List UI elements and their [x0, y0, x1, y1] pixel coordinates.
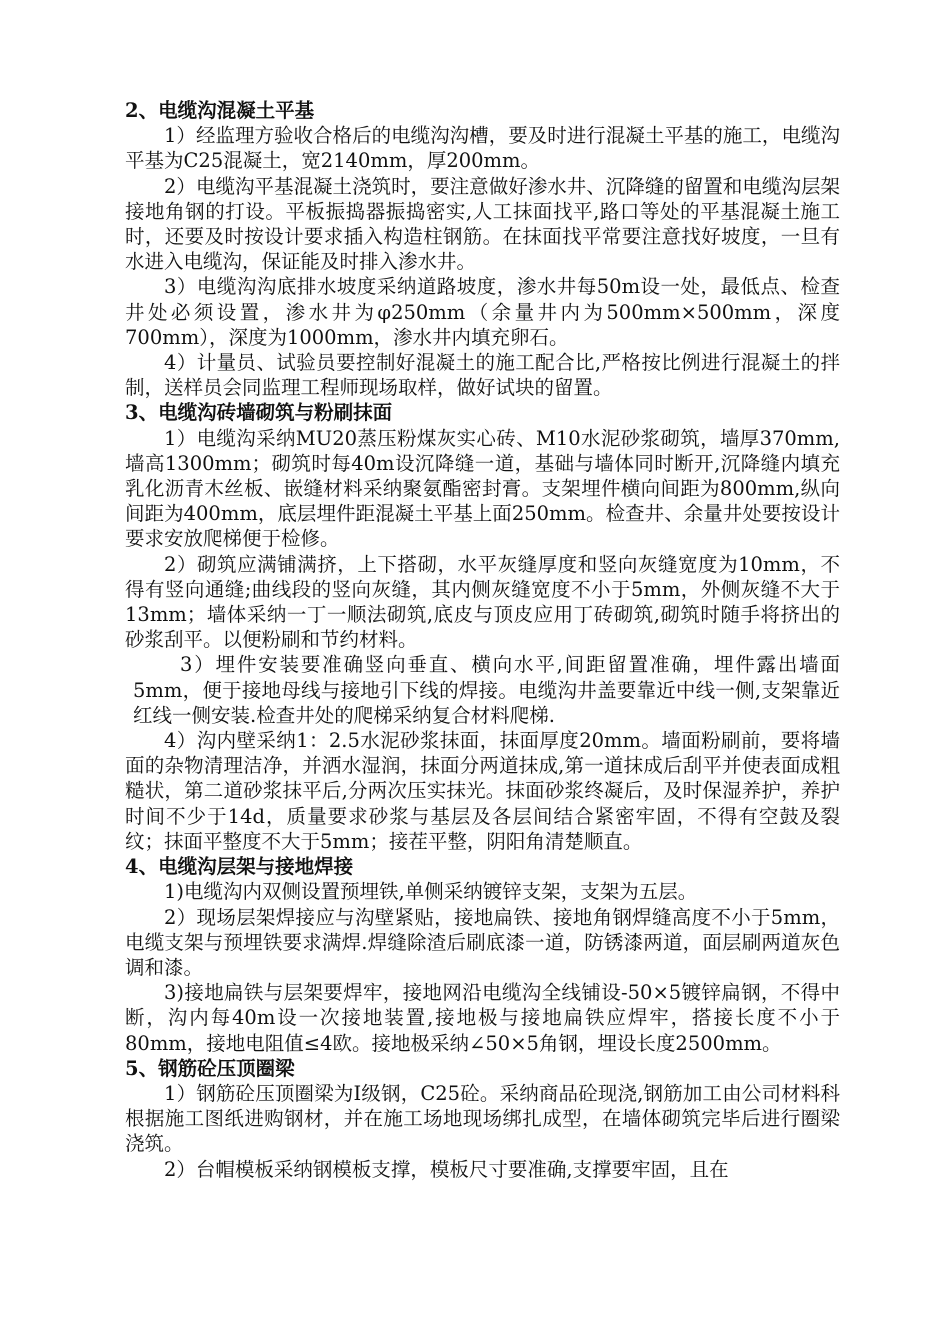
paragraph: 3)接地扁铁与层架要焊牢，接地网沿电缆沟全线铺设-50×5镀锌扁钢，不得中断，沟内每40m设一次接地装置,接地极与接地扁铁应焊牢，搭接长度不小于80mm，接地电阻值≤4欧。接地极采纳∠50×5角钢，埋设长度2500mm。 [125, 981, 840, 1055]
section-heading: 5、钢筋砼压顶圈梁 [125, 1056, 295, 1080]
paragraph: 2）台帽模板采纳钢模板支撑，模板尺寸要准确,支撑要牢固，且在 [164, 1157, 729, 1181]
paragraph: 3）埋件安装要准确竖向垂直、横向水平,间距留置准确，埋件露出墙面5mm，便于接地母线与接地引下线的焊接。电缆沟井盖要靠近中线一侧,支架靠近红线一侧安装.检查井处的爬梯采纳复合材料爬梯. [133, 653, 840, 727]
document-page [125, 98, 840, 1182]
paragraph: 1)电缆沟内双侧设置预埋铁,单侧采纳镀锌支架，支架为五层。 [164, 880, 698, 904]
section-2 [125, 98, 840, 400]
paragraph: 4）沟内壁采纳1：2.5水泥砂浆抹面，抹面厚度20mm。墙面粉刷前，要将墙面的杂物清理洁净，并洒水湿润，抹面分两道抹成,第一道抹成后刮平并使表面成粗糙状，第二道砂浆抹平后,分两次压实抹光。抹面砂浆终凝后，及时保湿养护，养护时间不少于14d，质量要求砂浆与基层及各层间结合紧密牢固，不得有空鼓及裂纹；抹面平整度不大于5mm；接茬平整，阴阳角清楚顺直。 [125, 729, 840, 853]
section-4 [125, 854, 840, 1056]
section-heading: 4、电缆沟层架与接地焊接 [125, 855, 354, 879]
paragraph: 1）电缆沟采纳MU20蒸压粉煤灰实心砖、M10水泥砂浆砌筑，墙厚370mm,墙高1300mm；砌筑时每40m设沉降缝一道，基础与墙体同时断开,沉降缝内填充乳化沥青木丝板、嵌缝材料采纳聚氨酯密封膏。支架埋件横向间距为800mm,纵向间距为400mm，底层埋件距混凝土平基上面250mm。检查井、余量井处要按设计要求安放爬梯便于检修。 [125, 426, 840, 551]
paragraph: 1）钢筋砼压顶圈梁为Ⅰ级钢，C25砼。采纳商品砼现浇,钢筋加工由公司材料科根据施工图纸进购钢材，并在施工场地现场绑扎成型，在墙体砌筑完毕后进行圈梁浇筑。 [125, 1081, 840, 1156]
section-3 [125, 400, 840, 854]
section-5 [125, 1056, 840, 1182]
paragraph: 3）电缆沟沟底排水坡度采纳道路坡度，渗水井每50m设一处，最低点、检查井处必须设置，渗水井为φ250mm（余量井内为500mm×500mm，深度700mm），深度为1000mm，渗水井内填充卵石。 [125, 275, 840, 349]
paragraph: 1）经监理方验收合格后的电缆沟沟槽，要及时进行混凝土平基的施工，电缆沟平基为C25混凝土，宽2140mm，厚200mm。 [125, 124, 840, 173]
paragraph: 2）砌筑应满铺满挤，上下搭砌，水平灰缝厚度和竖向灰缝宽度为10mm，不得有竖向通缝;曲线段的竖向灰缝，其内侧灰缝宽度不小于5mm，外侧灰缝不大于13mm；墙体采纳一丁一顺法砌筑,底皮与顶皮应用丁砖砌筑,砌筑时随手将挤出的砂浆刮平。以便粉刷和节约材料。 [125, 552, 840, 652]
paragraph: 2）现场层架焊接应与沟壁紧贴，接地扁铁、接地角钢焊缝高度不小于5mm，电缆支架与预埋铁要求满焊.焊缝除渣后刷底漆一道，防锈漆两道，面层刷两道灰色调和漆。 [125, 905, 840, 979]
section-heading: 2、电缆沟混凝土平基 [125, 99, 315, 122]
paragraph: 4）计量员、试验员要控制好混凝土的施工配合比,严格按比例进行混凝土的拌制，送样员会同监理工程师现场取样，做好试块的留置。 [125, 351, 840, 400]
paragraph: 2）电缆沟平基混凝土浇筑时，要注意做好渗水井、沉降缝的留置和电缆沟层架接地角钢的打设。平板振捣器振捣密实,人工抹面找平,路口等处的平基混凝土施工时，还要及时按设计要求插入构造柱钢筋。在抹面找平常要注意找好坡度，一旦有水进入电缆沟，保证能及时排入渗水井。 [125, 174, 840, 274]
section-heading: 3、电缆沟砖墙砌筑与粉刷抹面 [125, 401, 393, 425]
